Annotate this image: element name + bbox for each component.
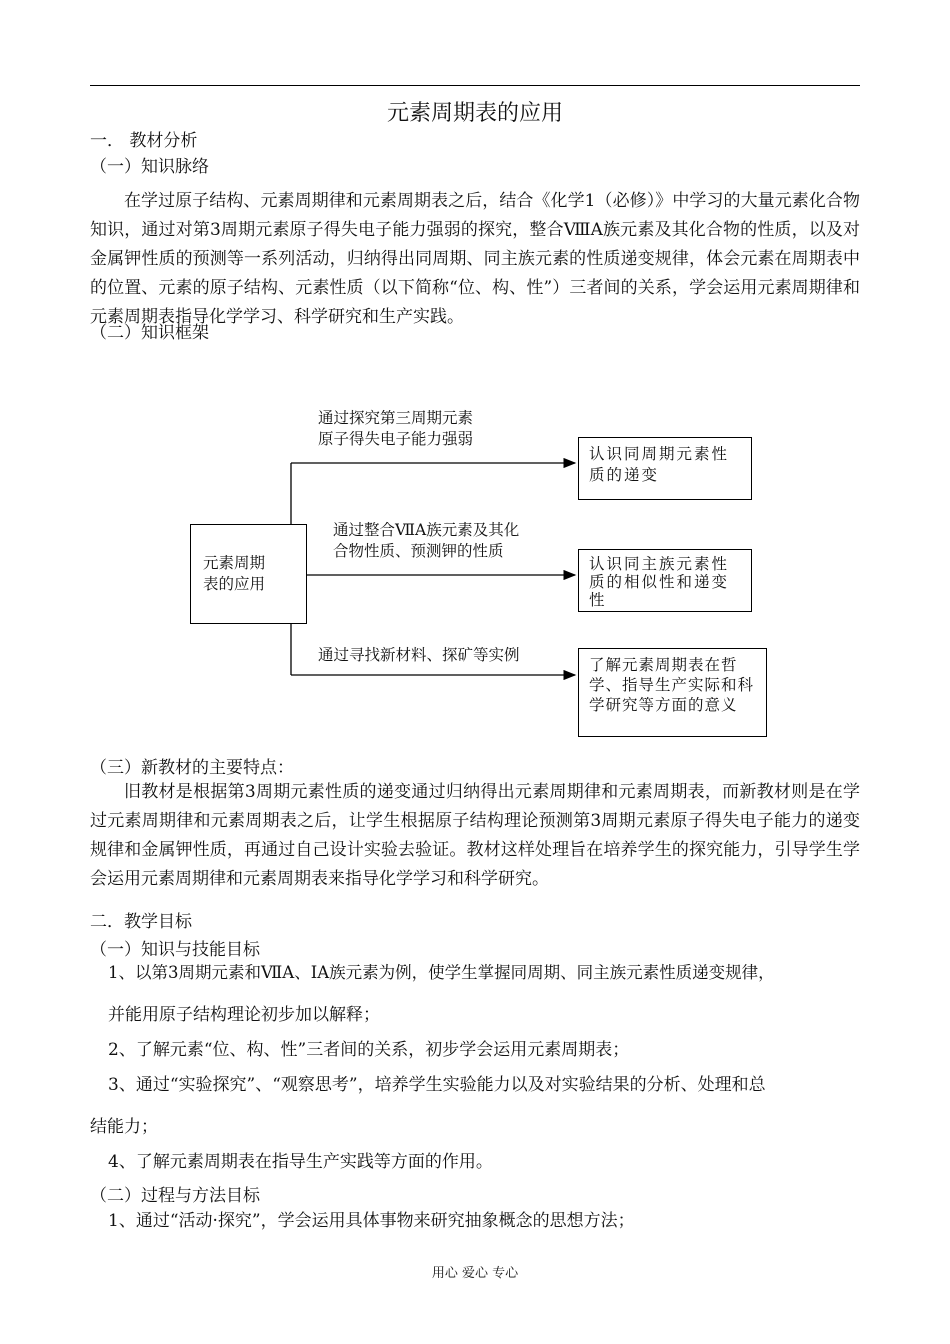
box-significance: 了解元素周期表在哲学、指导生产实际和科学研究等方面的意义 [578, 648, 767, 737]
objective-item-1b: 并能用原子结构理论初步加以解释； [108, 1005, 380, 1025]
subheading-knowledge-framework: （二）知识框架 [90, 323, 209, 343]
objective-item-3a: 3、通过“实验探究”、“观察思考”，培养学生实验能力以及对实验结果的分析、处理和总 [108, 1075, 766, 1095]
paragraph-knowledge-context: 在学过原子结构、元素周期律和元素周期表之后，结合《化学1（必修）》中学习的大量元素化合物知识，通过对第3周期元素原子得失电子能力强弱的探究，整合ⅧA族元素及其化合物的性质，以及对金属钾性质的预测等一系列活动，归纳得出同周期、同主族元素的性质递变规律，体会元素在周期表中的位置、元素的原子结构、元素性质（以下简称“位、构、性”）三者间的关系，学会运用元素周期律和元素周期表指导化学学习、科学研究和生产实践。 [90, 191, 860, 327]
arrow3-label: 通过寻找新材料、探矿等实例 [318, 646, 520, 664]
arrow2-label: 通过整合ⅦA族元素及其化 合物性质、预测钾的性质 [333, 521, 520, 560]
subheading-knowledge-context: （一）知识脉络 [90, 157, 209, 177]
objective-item-1a: 1、以第3周期元素和ⅦA、ⅠA族元素为例，使学生掌握同周期、同主族元素性质递变规律， [108, 963, 775, 982]
arrow1-label: 通过探究第三周期元素 原子得失电子能力强弱 [318, 409, 474, 448]
page-footer: 用心 爱心 专心 [431, 1266, 519, 1281]
paragraph-new-features: 旧教材是根据第3周期元素性质的递变通过归纳得出元素周期律和元素周期表，而新教材则是在学过元素周期律和元素周期表之后，让学生根据原子结构理论预测第3周期元素原子得失电子能力的递变规律和金属钾性质，再通过自己设计实验去验证。教材这样处理旨在培养学生的探究能力，引导学生学会运用元素周期律和元素周期表来指导化学学习和科学研究。 [90, 782, 860, 889]
objective-item-3b: 结能力； [90, 1117, 158, 1137]
page-title: 元素周期表的应用 [386, 101, 563, 126]
center-box-label: 元素周期 表的应用 [203, 554, 266, 593]
section-heading-analysis: 一． 教材分析 [90, 131, 198, 151]
subheading-process-methods: （二）过程与方法目标 [90, 1186, 260, 1206]
objective-item-5: 1、通过“活动·探究”，学会运用具体事物来研究抽象概念的思想方法； [108, 1211, 635, 1231]
subheading-new-features: （三）新教材的主要特点： [90, 758, 294, 778]
subheading-knowledge-skills: （一）知识与技能目标 [90, 940, 260, 960]
box-group-trend: 认识同主族元素性质的相似性和递变性 [578, 549, 752, 612]
section-heading-objectives: 二．教学目标 [90, 912, 192, 932]
diagram-center-box [190, 524, 307, 624]
objective-item-2: 2、了解元素“位、构、性”三者间的关系，初步学会运用元素周期表； [108, 1040, 630, 1060]
box-period-trend: 认识同周期元素性质的递变 [578, 437, 752, 500]
objective-item-4: 4、了解元素周期表在指导生产实践等方面的作用。 [108, 1152, 493, 1172]
